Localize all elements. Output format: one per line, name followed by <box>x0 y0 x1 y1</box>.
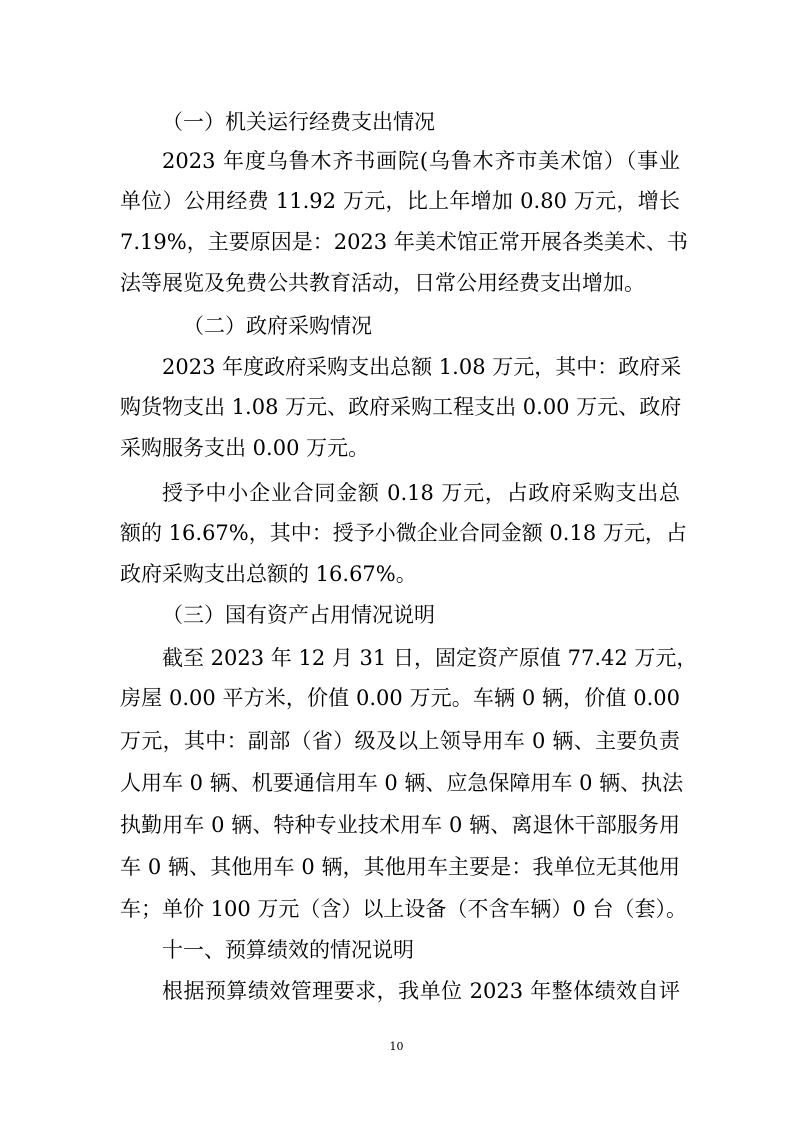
section-heading-2: （二）政府采购情况 <box>183 314 372 338</box>
paragraph-line: 2023 年度乌鲁木齐书画院(乌鲁木齐市美术馆）（事业 <box>162 149 680 173</box>
paragraph-line: 2023 年度政府采购支出总额 1.08 万元，其中：政府采 <box>162 355 682 379</box>
paragraph-line: 采购服务支出 0.00 万元。 <box>120 436 370 460</box>
paragraph-line: 法等展览及免费公共教育活动，日常公用经费支出增加。 <box>120 271 645 295</box>
paragraph-line: 人用车 0 辆、机要通信用车 0 辆、应急保障用车 0 辆、执法 <box>120 771 684 795</box>
paragraph-line: 万元，其中：副部（省）级及以上领导用车 0 辆、主要负责 <box>120 729 680 753</box>
paragraph-line: 车 0 辆、其他用车 0 辆，其他用车主要是：我单位无其他用 <box>120 855 680 879</box>
paragraph-line: 购货物支出 1.08 万元、政府采购工程支出 0.00 万元、政府 <box>120 395 682 419</box>
paragraph-line: 单位）公用经费 11.92 万元，比上年增加 0.80 万元，增长 <box>120 189 680 213</box>
section-heading-1: （一）机关运行经费支出情况 <box>162 110 435 134</box>
paragraph-line: 房屋 0.00 平方米，价值 0.00 万元。车辆 0 辆，价值 0.00 <box>120 686 680 710</box>
section-heading-3: （三）国有资产占用情况说明 <box>162 603 435 627</box>
paragraph-line: 车；单价 100 万元（含）以上设备（不含车辆）0 台（套）。 <box>120 897 687 921</box>
paragraph-line: 授予中小企业合同金额 0.18 万元，占政府采购支出总 <box>162 481 680 505</box>
paragraph-line: 政府采购支出总额的 16.67%。 <box>120 562 417 586</box>
paragraph-line: 执勤用车 0 辆、特种专业技术用车 0 辆、离退休干部服务用 <box>120 813 680 837</box>
paragraph-line: 7.19%，主要原因是：2023 年美术馆正常开展各类美术、书 <box>120 230 688 254</box>
page-number: 10 <box>389 1040 404 1053</box>
section-heading-4: 十一、预算绩效的情况说明 <box>162 938 414 962</box>
paragraph-line: 根据预算绩效管理要求，我单位 2023 年整体绩效自评 <box>162 979 680 1003</box>
paragraph-line: 额的 16.67%，其中：授予小微企业合同金额 0.18 万元，占 <box>120 521 687 545</box>
paragraph-line: 截至 2023 年 12 月 31 日，固定资产原值 77.42 万元， <box>162 646 698 670</box>
